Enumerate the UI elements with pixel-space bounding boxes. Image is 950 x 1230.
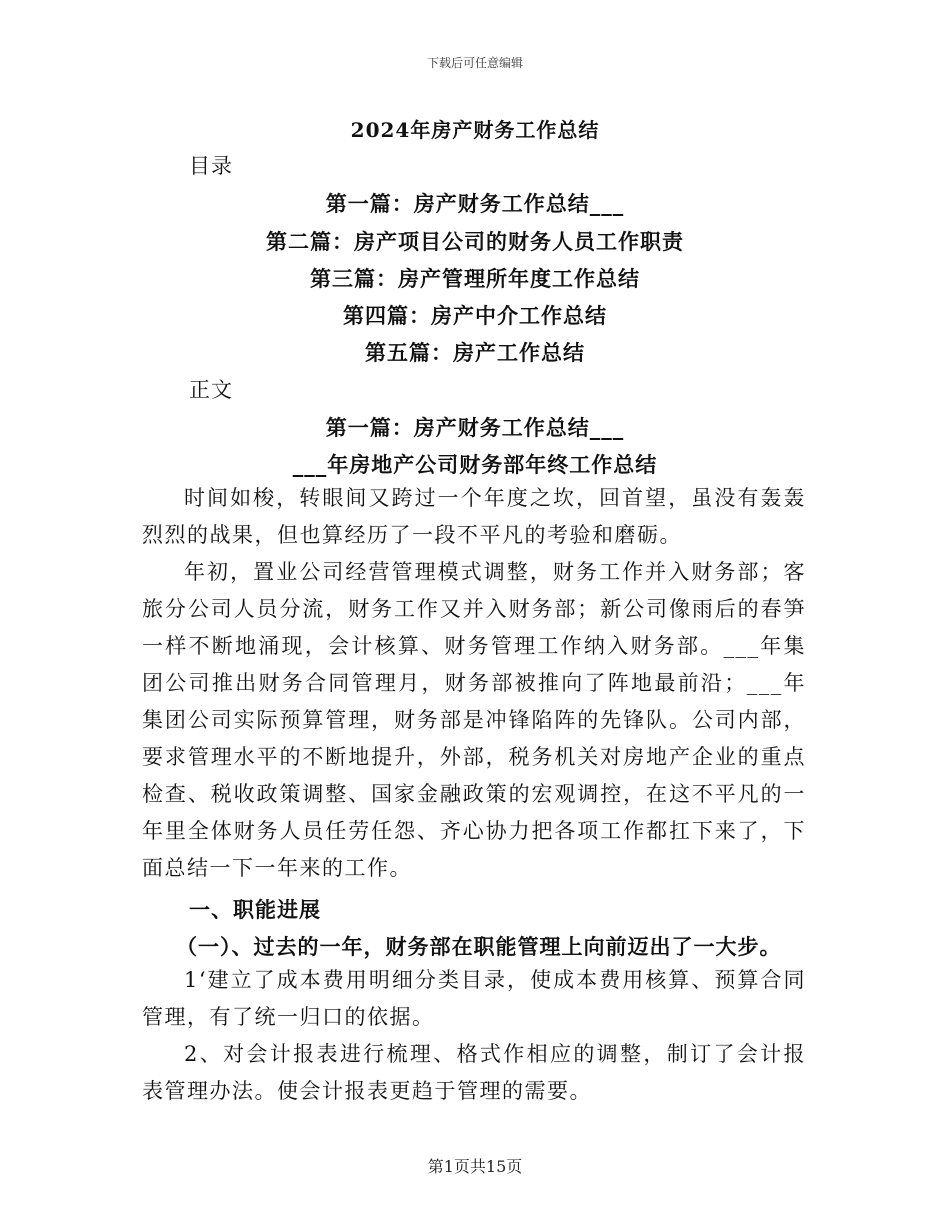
document-title: 2024年房产财务工作总结 [350,118,600,142]
sub-heading: （一）、过去的一年，财务部在职能管理上向前迈出了一大步。 [176,934,782,959]
section-heading: 一、职能进展 [189,897,321,922]
page-number: 第1页共15页 [427,1157,523,1176]
toc-item-1: 第一篇：房产财务工作总结___ [325,191,625,216]
chapter-title: 第一篇：房产财务工作总结___ [325,415,625,440]
toc-item-5: 第五篇：房产工作总结 [365,340,585,365]
item-list [142,962,806,1110]
toc-item-3: 第三篇：房产管理所年度工作总结 [310,266,640,291]
paragraph-intro: 时间如梭，转眼间又跨过一个年度之坎，回首望，虽没有轰轰烈烈的战果，但也算经历了一段不平凡的考验和磨砺。 [142,486,806,547]
body-label: 正文 [189,378,233,402]
article-title: ___年房地产公司财务部年终工作总结 [292,452,658,477]
body-paragraphs [142,480,806,887]
toc-item-4: 第四篇：房产中介工作总结 [343,303,607,328]
toc-label: 目录 [189,154,233,178]
toc-item-2: 第二篇：房产项目公司的财务人员工作职责 [266,229,684,254]
list-item-2: 2、对会计报表进行梳理、格式作相应的调整，制订了会计报表管理办法。使会计报表更趋于管理的需要。 [142,1042,806,1103]
list-item-1: 1‘建立了成本费用明细分类目录，使成本费用核算、预算合同管理，有了统一归口的依据。 [142,968,806,1029]
paragraph-overview: 年初，置业公司经营管理模式调整，财务工作并入财务部；客旅分公司人员分流，财务工作又并入财务部；新公司像雨后的春笋一样不断地涌现，会计核算、财务管理工作纳入财务部。___年集团公司推出财务合同管理月，财务部被推向了阵地最前沿；___年集团公司实际预算管理，财务部是冲锋陷阵的先锋队。公司内部，要求管理水平的不断地提升，外部，税务机关对房地产企业的重点检查、税收政策调整、国家金融政策的宏观调控，在这不平凡的一年里全体财务人员任劳任怨、齐心协力把各项工作都扛下来了，下面总结一下一年来的工作。 [142,560,806,880]
page-header-note: 下载后可任意编辑 [426,56,523,70]
